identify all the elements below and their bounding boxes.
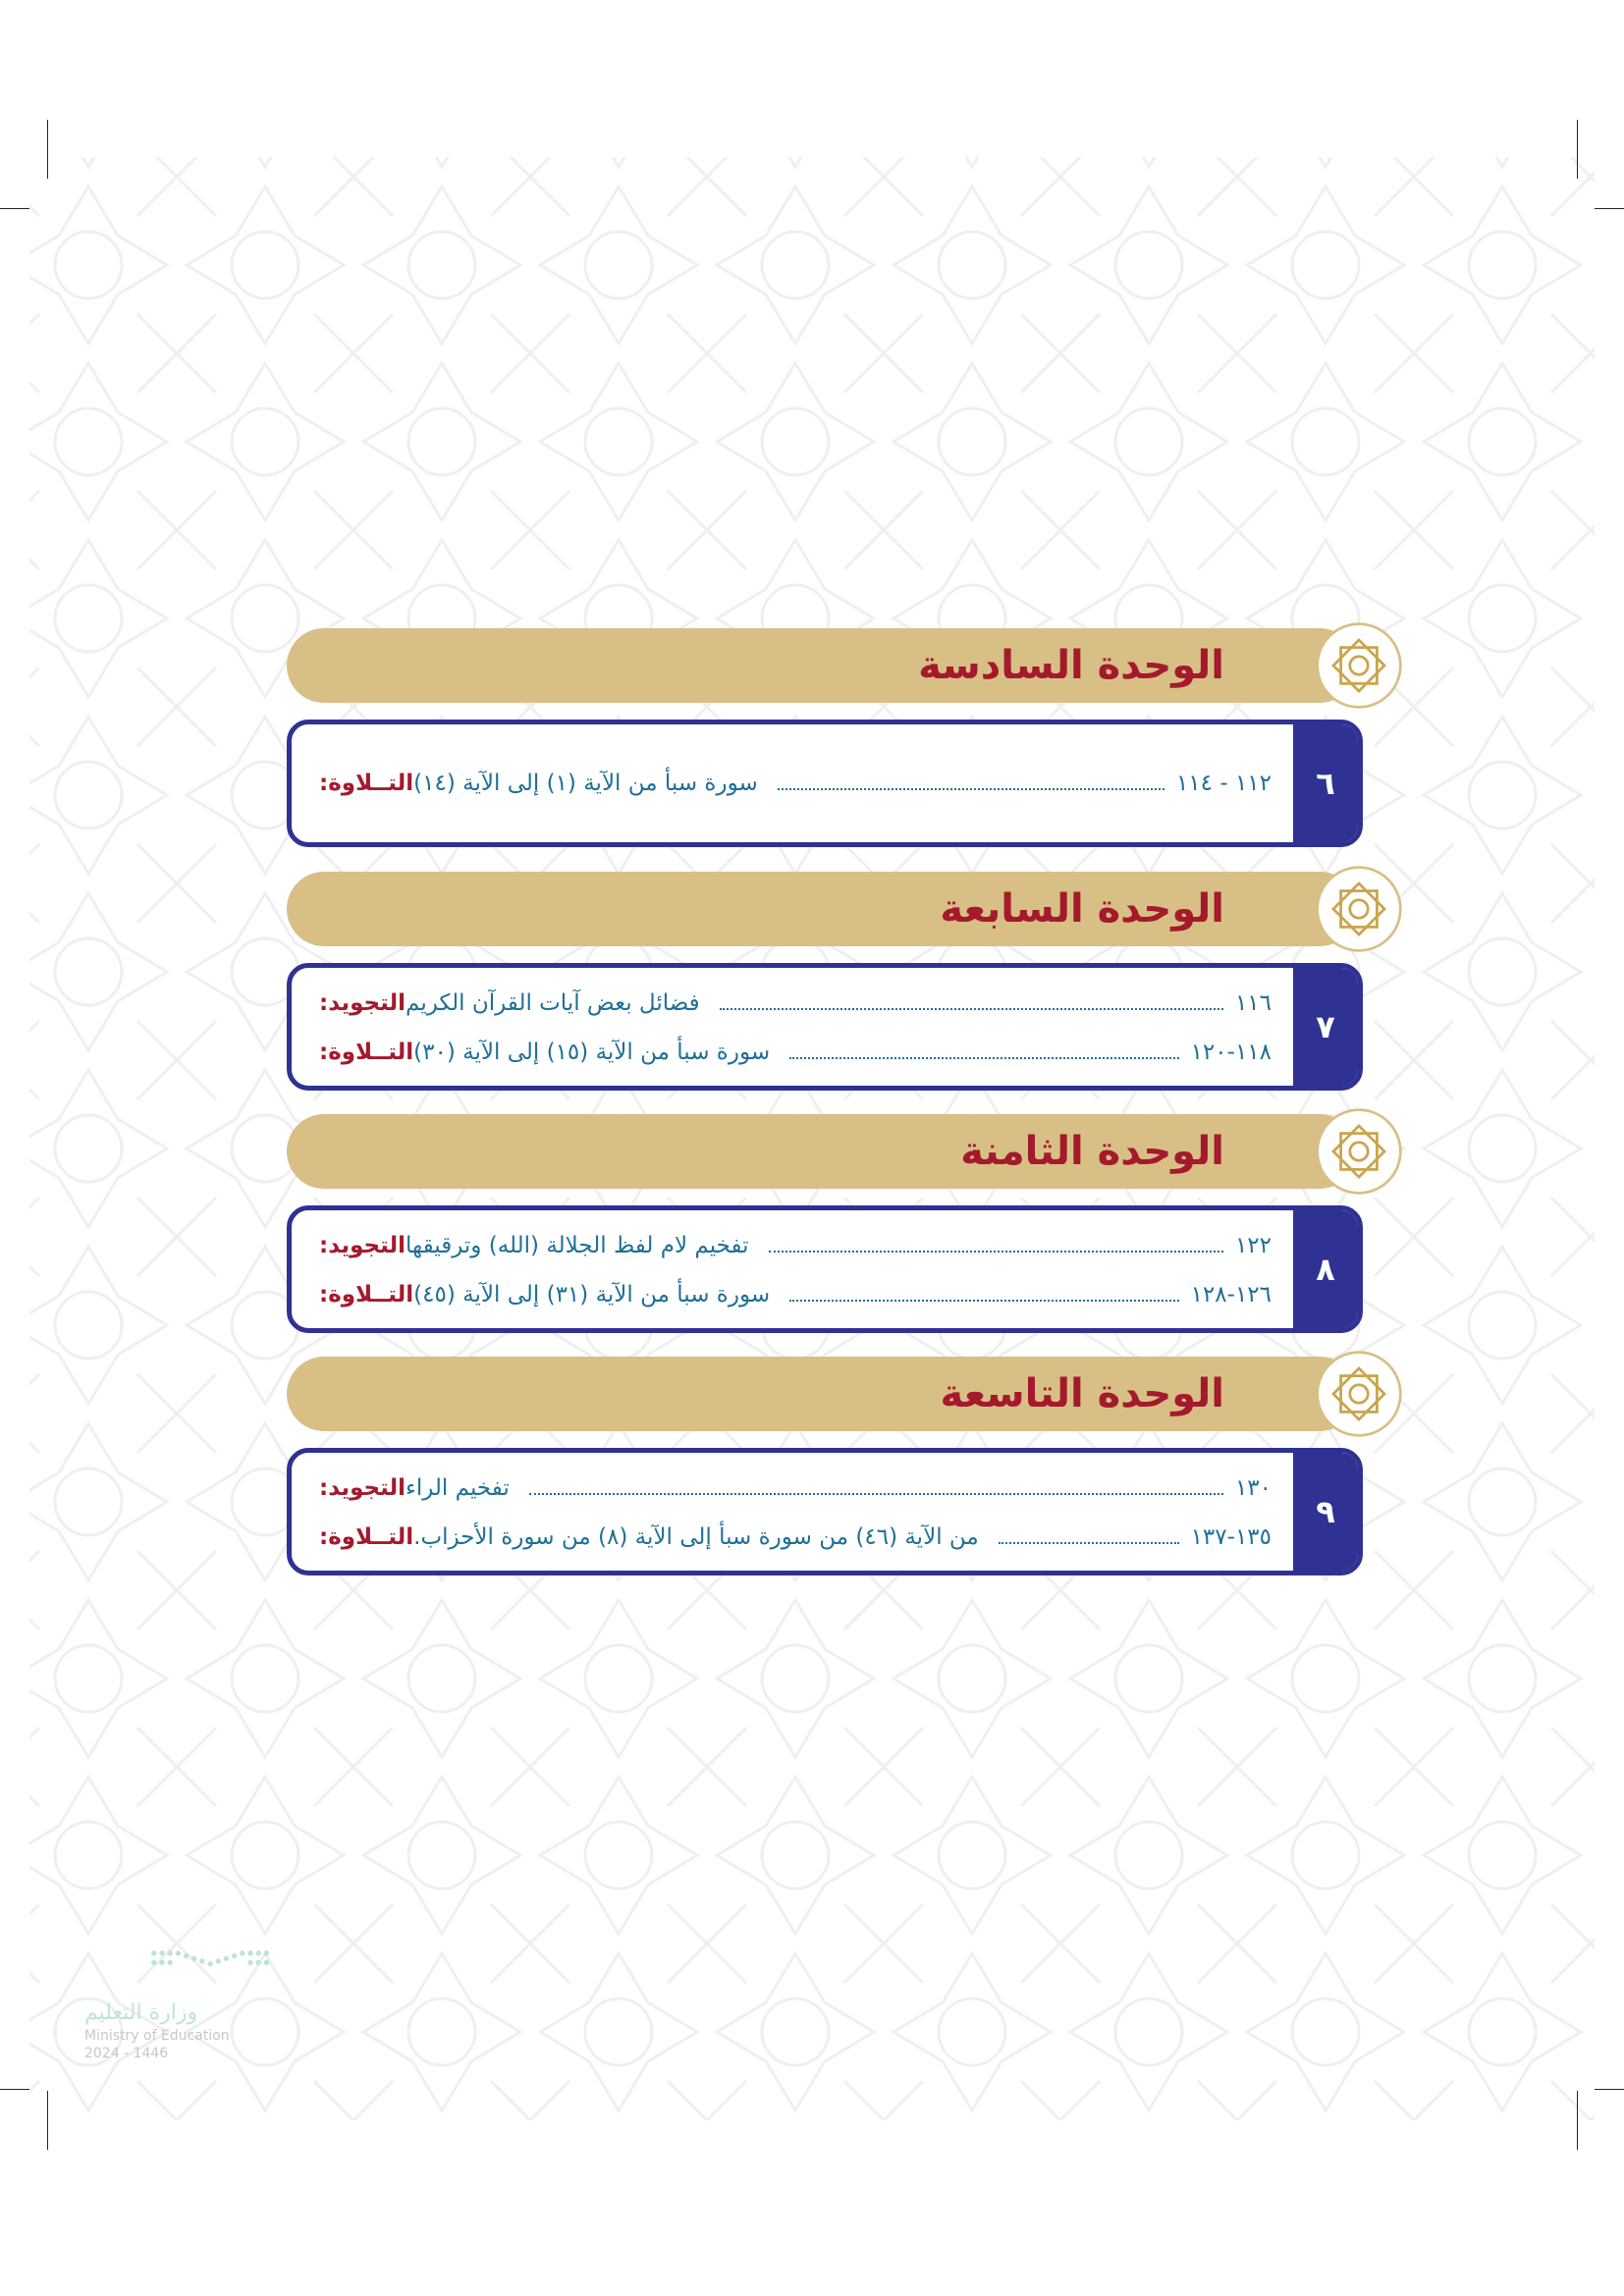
unit-lessons-box [287,963,1363,1091]
lesson-kind: التــلاوة: [319,771,414,796]
lesson-pages: ١١٢ - ١١٤ [1175,771,1272,796]
lesson-kind: التجويد: [319,1475,406,1501]
unit-title: الوحدة الثامنة [960,1129,1224,1174]
lesson-pages: ١٢٦-١٢٨ [1190,1282,1272,1308]
lesson-row[interactable] [319,762,1272,805]
lesson-pages: ١٣٠ [1234,1475,1272,1501]
lesson-row[interactable] [319,1224,1272,1267]
lesson-kind: التــلاوة: [319,1040,414,1065]
unit-header [287,628,1357,703]
unit-lessons-box [287,1205,1363,1333]
lesson-row[interactable] [319,1031,1272,1074]
unit-title: الوحدة السادسة [918,643,1224,688]
flower-emblem-icon [1314,620,1404,711]
dotted-leader [778,788,1164,790]
lesson-title: تفخيم لام لفظ الجلالة (الله) وترقيقها [406,1233,749,1258]
unit-number: ٩ [1293,1453,1358,1571]
lesson-pages: ١١٦ [1234,990,1272,1016]
dotted-leader [999,1542,1179,1544]
flower-emblem-icon [1314,1106,1404,1197]
ministry-name-english: Ministry of Education [84,2028,230,2044]
lesson-title: تفخيم الراء [406,1475,510,1501]
unit-lessons-box [287,720,1363,847]
lesson-title: سورة سبأ من الآية (١) إلى الآية (١٤) [413,771,758,796]
lesson-kind: التــلاوة: [319,1524,414,1550]
lesson-row[interactable] [319,1516,1272,1559]
lesson-title: من الآية (٤٦) من سورة سبأ إلى الآية (٨) من سورة الأحزاب. [413,1524,979,1550]
ministry-name: وزارة التعليم [84,2001,198,2025]
lesson-row[interactable] [319,982,1272,1025]
lesson-pages: ١٢٢ [1234,1233,1272,1258]
dotted-leader [769,1251,1223,1253]
unit-number: ٨ [1293,1210,1358,1328]
crop-mark [1595,208,1624,209]
dotted-leader [720,1008,1223,1010]
crop-mark [1577,2091,1578,2150]
lesson-row[interactable] [319,1273,1272,1316]
ministry-logo-icon [147,1940,295,1987]
unit-header [287,1357,1357,1431]
lesson-row[interactable] [319,1467,1272,1510]
crop-mark [1577,120,1578,179]
crop-mark [47,120,48,179]
unit-title: الوحدة السابعة [940,886,1224,932]
ministry-year: 2024 - 1446 [84,2046,169,2061]
lesson-kind: التجويد: [319,990,406,1016]
dotted-leader [529,1493,1223,1495]
unit-number: ٦ [1293,724,1358,842]
crop-mark [0,2089,29,2090]
lesson-title: فضائل بعض آيات القرآن الكريم [406,990,700,1016]
unit-lessons-box [287,1448,1363,1575]
unit-title: الوحدة التاسعة [940,1371,1224,1416]
lesson-kind: التــلاوة: [319,1282,414,1308]
lesson-kind: التجويد: [319,1233,406,1258]
unit-header [287,1114,1357,1189]
flower-emblem-icon [1314,1349,1404,1439]
dotted-leader [789,1300,1178,1302]
crop-mark [1595,2089,1624,2090]
unit-header [287,872,1357,946]
flower-emblem-icon [1314,864,1404,954]
lesson-title: سورة سبأ من الآية (١٥) إلى الآية (٣٠) [413,1040,771,1065]
lesson-title: سورة سبأ من الآية (٣١) إلى الآية (٤٥) [413,1282,771,1308]
dotted-leader [789,1057,1178,1059]
crop-mark [0,208,29,209]
unit-number: ٧ [1293,968,1358,1086]
lesson-pages: ١٣٥-١٣٧ [1190,1524,1272,1550]
lesson-pages: ١١٨-١٢٠ [1190,1040,1272,1065]
crop-mark [47,2091,48,2150]
